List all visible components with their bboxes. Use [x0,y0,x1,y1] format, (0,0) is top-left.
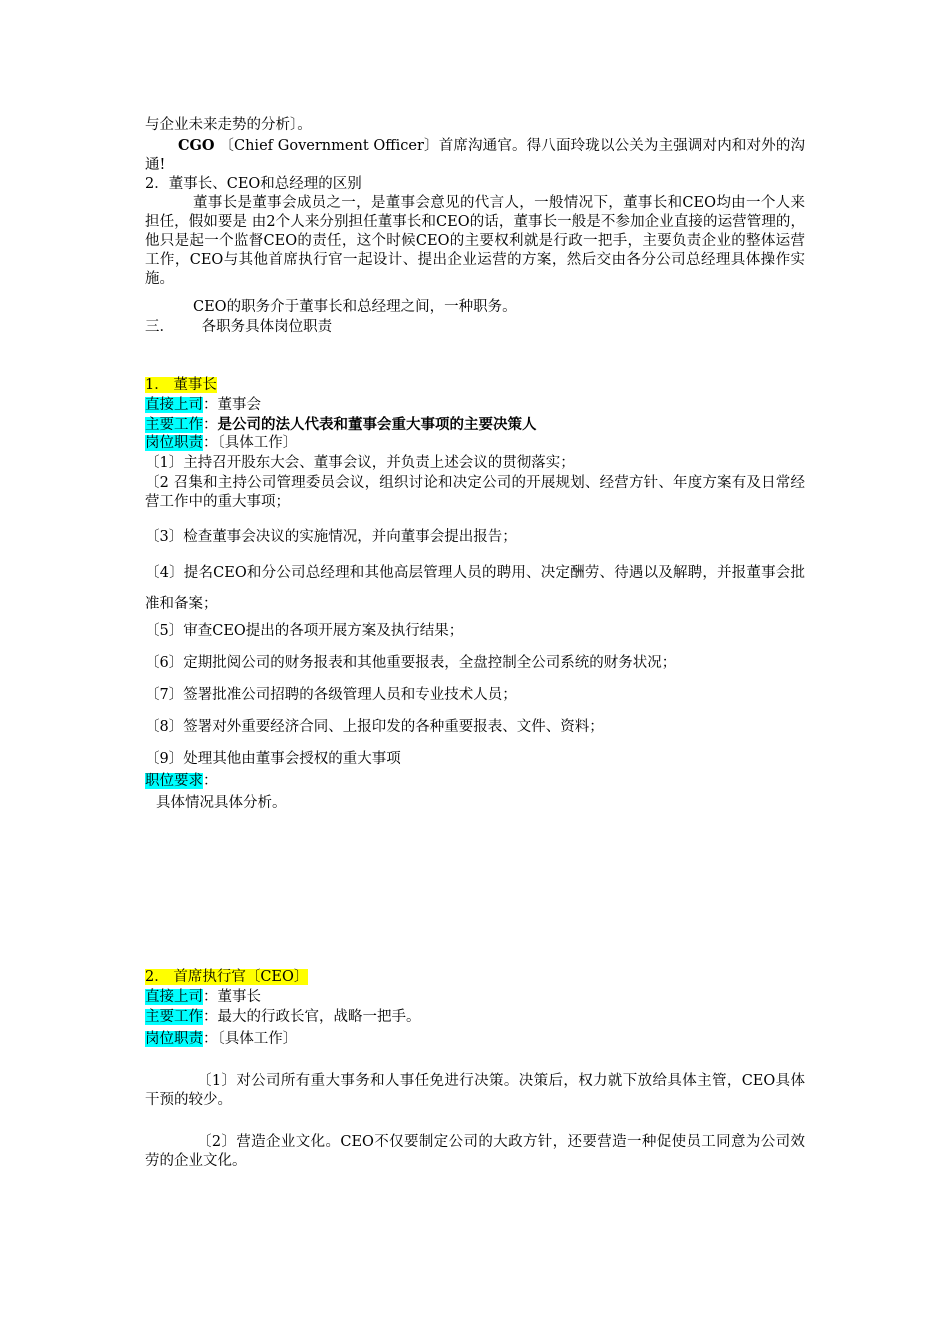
ceo-duties-label: 岗位职责 [145,1031,203,1047]
chairman-duty-4: 〔4〕提名CEO和分公司总经理和其他高层管理人员的聘用、决定酬劳、待遇以及解聘，并报董事会批准和备案； [145,565,805,612]
ceo-title: 2． 首席执行官〔CEO〕 [145,969,309,985]
ceo-superior-label: 直接上司 [145,989,203,1005]
ceo-main-work-value: ：最大的行政长官，战略一把手。 [203,1009,421,1025]
intro-line: 与企业未来走势的分析〕。 [145,117,312,133]
chairman-duty-5: 〔5〕审查CEO提出的各项开展方案及执行结果； [145,623,464,639]
ceo-duties-heading [145,1030,805,1049]
chairman-duty-3: 〔3〕检查董事会决议的实施情况，并向董事会提出报告； [145,529,517,545]
ceo-main-work [145,1008,805,1027]
cgo-abbr: CGO [178,137,215,154]
ceo-duties-suffix: ：〔具体工作〕 [203,1031,298,1047]
ceo-superior [145,988,805,1007]
chairman-requirements-value: 具体情况具体分析。 [156,795,287,811]
chairman-duties-heading [145,434,805,453]
cgo-text: 〔Chief Government Officer〕首席沟通官。得八面玲珑以公关为主强调对内和对外的沟通! [145,138,806,173]
ceo-superior-value: ：董事长 [203,989,261,1005]
ceo-duty-2: 〔2〕营造企业文化。CEO不仅要制定公司的大政方针，还要营造一种促使员工同意为公司效劳的企业文化。 [145,1134,805,1169]
chairman-title-line [145,376,805,395]
section-3-title: 三． 各职务具体岗位职责 [145,319,333,335]
ceo-title-line [145,968,805,987]
chairman-duty-2: 〔2 召集和主持公司管理委员会议，组织讨论和决定公司的开展规划、经营方针、年度方案有及日常经营工作中的重大事项； [145,475,805,510]
cgo-paragraph [145,136,805,175]
superior-label: 直接上司 [145,397,203,413]
section-2-paragraph: 董事长是董事会成员之一，是董事会意见的代言人，一般情况下，董事长和CEO均由一个人来担任，假如要是 由2个人来分别担任董事长和CEO的话，董事长一般是不参加企业直接的运营管理的，他只是起一个监督CEO的责任，这个时候CEO的主要权利就是行政一把手，主要负责企业的整体运营工作，CEO与其他首席执行官一起设计、提出企业运营的方案，然后交由各分公司总经理具体操作实施。 [145,195,805,287]
main-work-value: 是公司的法人代表和董事会重大事项的主要决策人 [217,416,537,433]
main-work-label: 主要工作 [145,417,203,433]
duties-suffix: ：〔具体工作〕 [203,435,298,451]
chairman-duty-6: 〔6〕定期批阅公司的财务报表和其他重要报表，全盘控制全公司系统的财务状况； [145,655,677,671]
section-2-note: CEO的职务介于董事长和总经理之间，一种职务。 [193,299,517,315]
chairman-requirements-heading [145,772,805,791]
chairman-title: 1． 董事长 [145,377,217,393]
chairman-main-work [145,415,805,435]
chairman-duty-8: 〔8〕签署对外重要经济合同、上报印发的各种重要报表、文件、资料； [145,719,604,735]
requirements-label: 职位要求 [145,773,203,789]
superior-value: ：董事会 [203,397,261,413]
requirements-colon: ： [203,773,218,789]
duties-label: 岗位职责 [145,435,203,451]
main-work-colon: ： [203,417,218,433]
ceo-duty-1: 〔1〕对公司所有重大事务和人事任免进行决策。决策后，权力就下放给具体主管，CEO具体干预的较少。 [145,1073,805,1108]
ceo-main-work-label: 主要工作 [145,1009,203,1025]
chairman-duty-9: 〔9〕处理其他由董事会授权的重大事项 [145,751,401,767]
chairman-superior [145,396,805,415]
chairman-duty-1: 〔1〕主持召开股东大会、董事会议，并负责上述会议的贯彻落实； [145,455,575,471]
section-2-title: 2．董事长、CEO和总经理的区别 [145,176,362,192]
chairman-duty-7: 〔7〕签署批准公司招聘的各级管理人员和专业技术人员； [145,687,517,703]
